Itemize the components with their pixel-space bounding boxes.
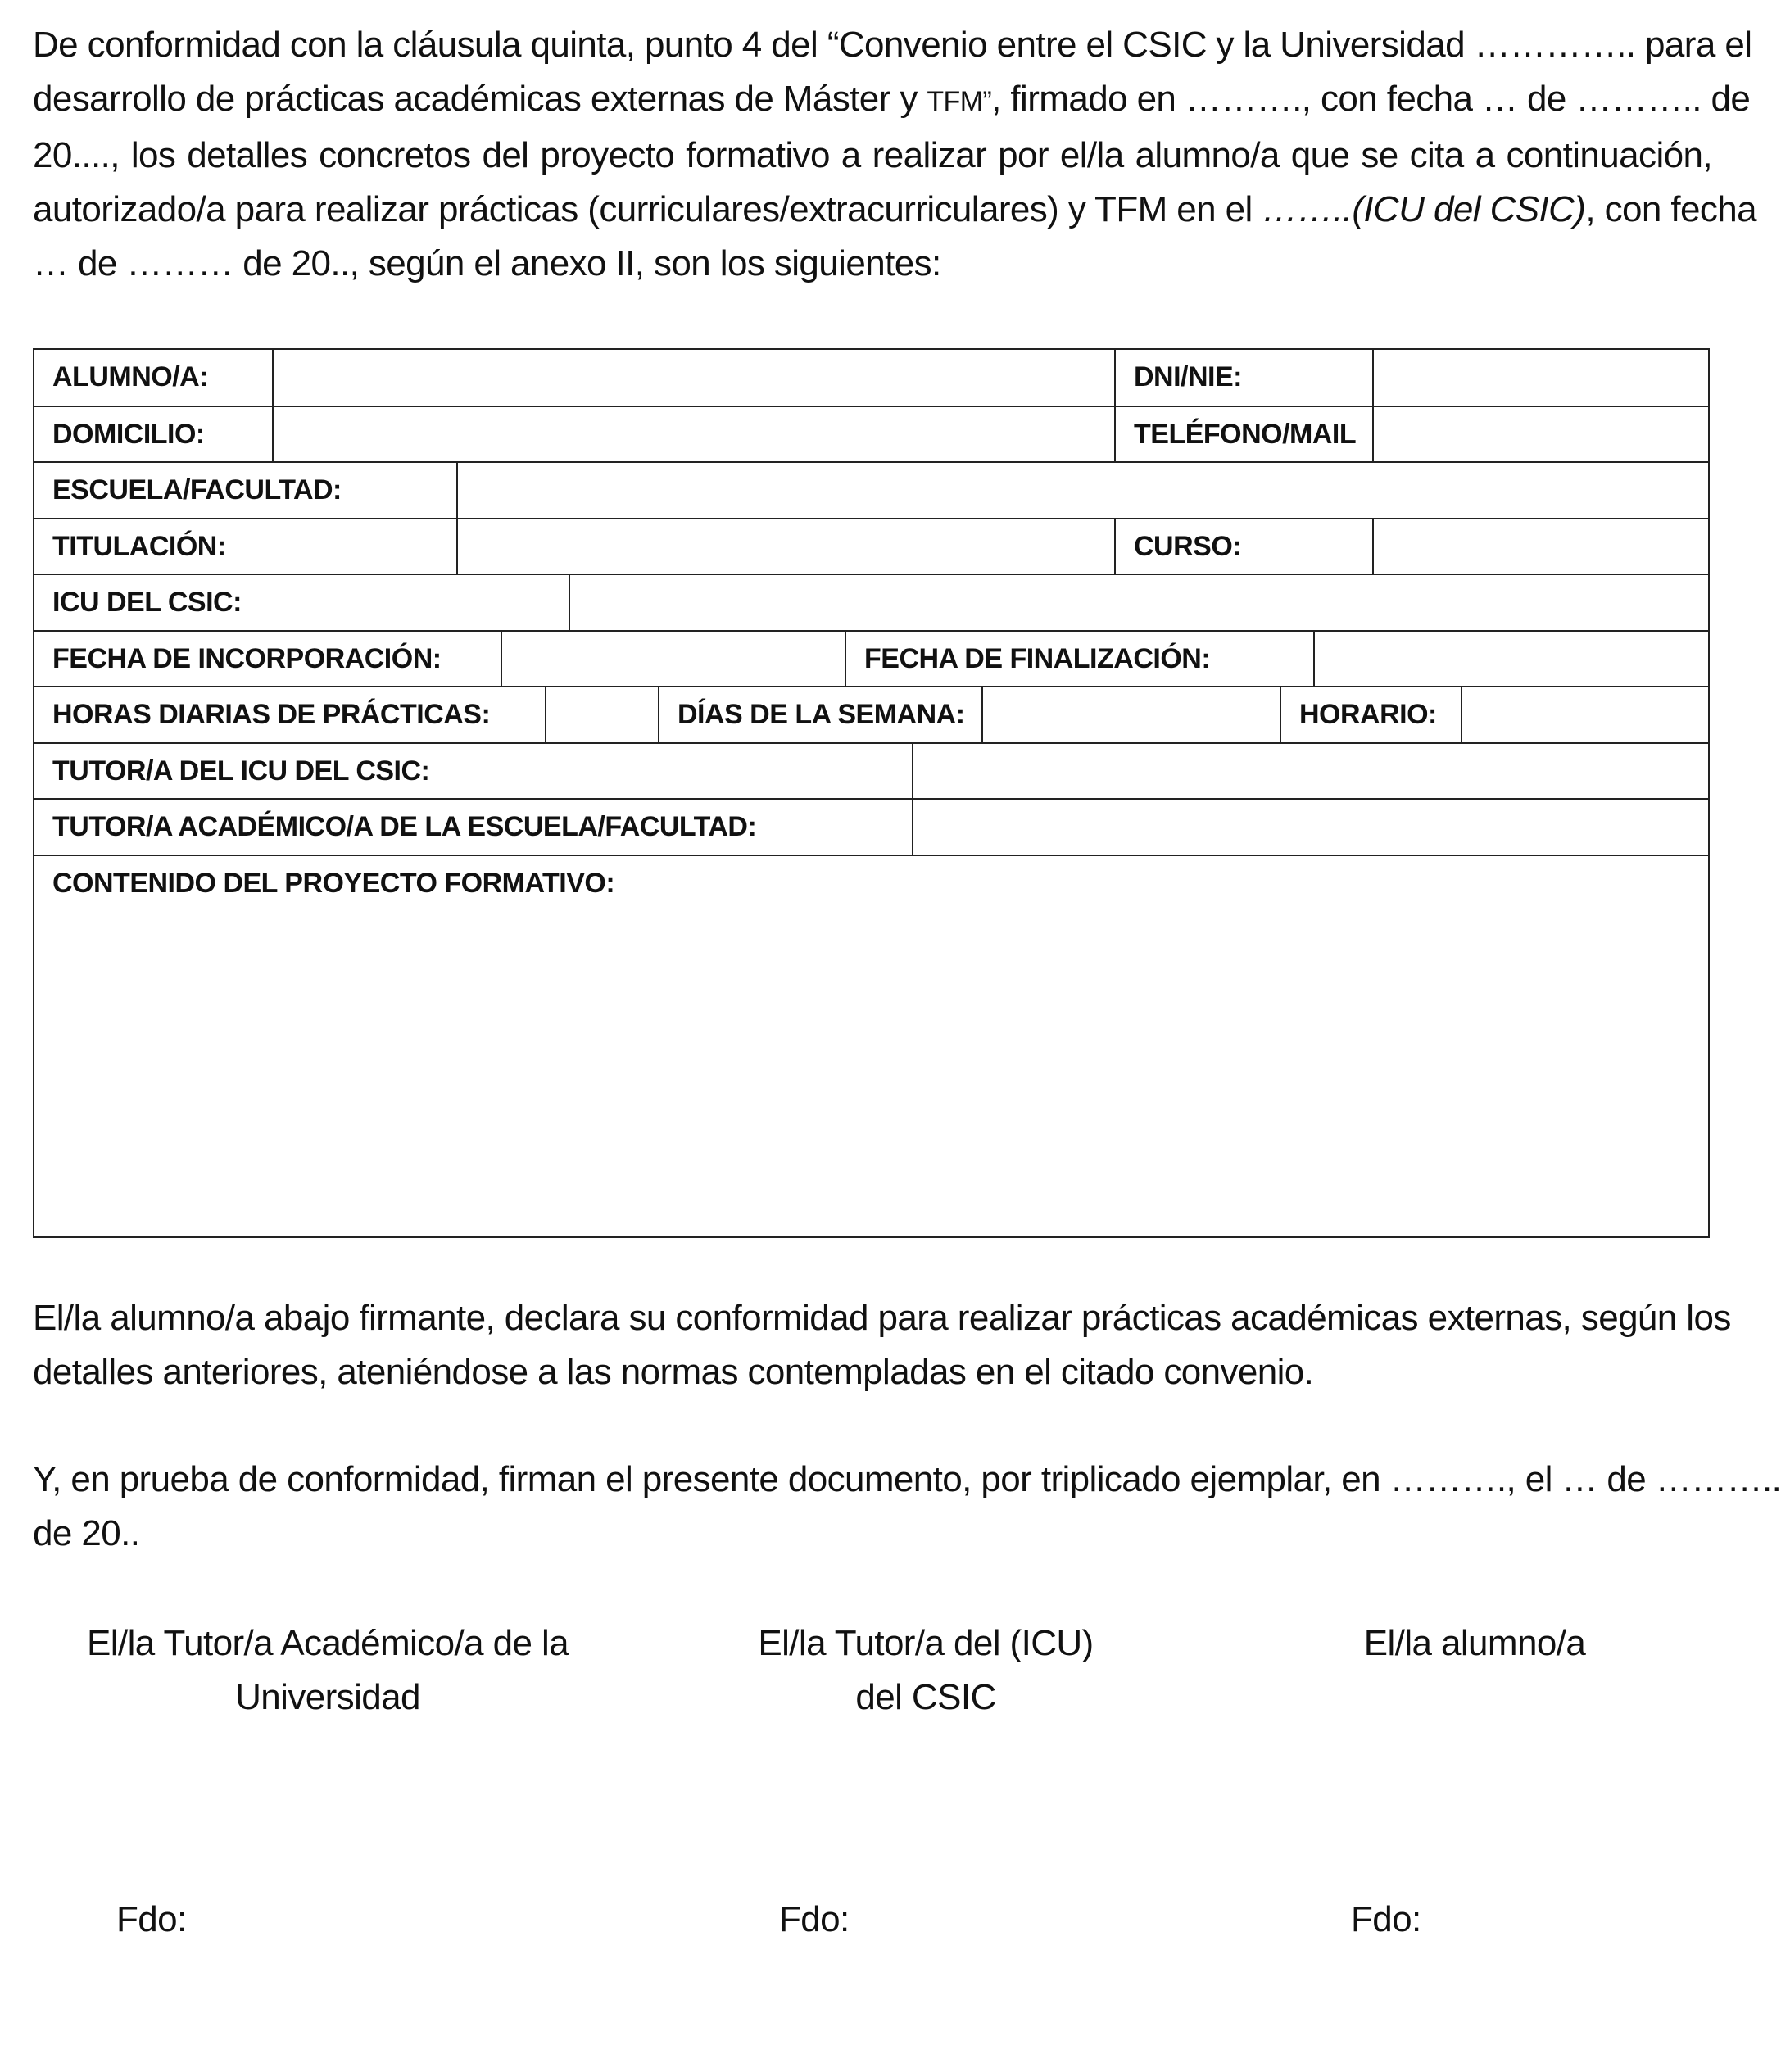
label-telefono: TELÉFONO/MAIL xyxy=(1134,419,1357,450)
signature-academic-tutor xyxy=(82,1616,573,1725)
training-project-form xyxy=(33,348,1710,1238)
label-cell-curso xyxy=(1116,519,1374,574)
row-domicilio xyxy=(34,407,1708,463)
declaration-line-2: detalles anteriores, ateniéndose a las normas contempladas en el citado convenio. xyxy=(33,1352,1314,1392)
field-horas-diarias[interactable] xyxy=(546,687,659,742)
label-horario: HORARIO: xyxy=(1299,699,1437,730)
label-cell-telefono xyxy=(1116,407,1374,461)
label-fecha-incorporacion: FECHA DE INCORPORACIÓN: xyxy=(52,643,442,674)
intro-line-2-tfm: TFM” xyxy=(927,86,992,117)
field-alumno[interactable] xyxy=(274,350,1116,406)
signature-student xyxy=(1311,1616,1638,1671)
field-contenido[interactable] xyxy=(34,856,1708,1236)
label-cell-escuela xyxy=(34,463,458,518)
intro-line-2-c: , firmado en ………., con fecha … de ……….. de xyxy=(991,79,1751,119)
row-fechas xyxy=(34,632,1708,687)
label-cell-alumno xyxy=(34,350,274,406)
row-alumno xyxy=(34,350,1708,407)
field-horario[interactable] xyxy=(1462,687,1708,742)
signature-academic-line-1: El/la Tutor/a Académico/a de la xyxy=(87,1623,569,1663)
proof-paragraph xyxy=(33,1453,1781,1561)
label-cell-fecha-fin xyxy=(846,632,1315,686)
intro-line-2 xyxy=(33,72,1751,129)
label-icu: ICU DEL CSIC: xyxy=(52,587,242,618)
label-cell-tutor-academico xyxy=(34,800,913,855)
label-cell-titulacion xyxy=(34,519,458,574)
intro-line-5: … de ……… de 20.., según el anexo II, son los siguientes: xyxy=(33,243,941,283)
declaration-line-1: El/la alumno/a abajo firmante, declara su conformidad para realizar prácticas académicas externas, según los xyxy=(33,1298,1731,1338)
row-tutor-icu xyxy=(34,744,1708,800)
label-horas-diarias: HORAS DIARIAS DE PRÁCTICAS: xyxy=(52,699,491,730)
proof-line-1: Y, en prueba de conformidad, firman el presente documento, por triplicado ejemplar, en ………., el … de ……….. xyxy=(33,1459,1781,1499)
field-titulacion[interactable] xyxy=(458,519,1116,574)
field-fecha-incorporacion[interactable] xyxy=(502,632,846,686)
label-curso: CURSO: xyxy=(1134,531,1242,562)
row-titulacion xyxy=(34,519,1708,575)
field-dias-semana[interactable] xyxy=(983,687,1281,742)
field-tutor-icu[interactable] xyxy=(913,744,1708,798)
label-cell-horario xyxy=(1281,687,1462,742)
label-contenido: CONTENIDO DEL PROYECTO FORMATIVO: xyxy=(52,868,615,899)
field-dni[interactable] xyxy=(1374,350,1708,406)
fdo-student: Fdo: xyxy=(1351,1899,1421,1939)
label-fecha-finalizacion: FECHA DE FINALIZACIÓN: xyxy=(864,643,1211,674)
signature-student-label: El/la alumno/a xyxy=(1363,1623,1586,1663)
declaration-paragraph xyxy=(33,1291,1731,1399)
intro-line-1: De conformidad con la cláusula quinta, punto 4 del “Convenio entre el CSIC y la Universidad ………….. para el xyxy=(33,25,1752,65)
intro-line-3: 20...., los detalles concretos del proyecto formativo a realizar por el/la alumno/a que se cita a continuación, xyxy=(33,135,1712,175)
field-telefono[interactable] xyxy=(1374,407,1708,461)
label-cell-domicilio xyxy=(34,407,274,461)
label-titulacion: TITULACIÓN: xyxy=(52,531,226,562)
field-tutor-academico[interactable] xyxy=(913,800,1708,855)
field-icu[interactable] xyxy=(570,575,1708,630)
intro-line-4-c: , con fecha xyxy=(1585,189,1757,229)
label-tutor-academico: TUTOR/A ACADÉMICO/A DE LA ESCUELA/FACULTAD: xyxy=(52,811,757,842)
label-dni: DNI/NIE: xyxy=(1134,361,1242,392)
row-escuela xyxy=(34,463,1708,519)
signature-icu-tutor xyxy=(737,1616,1114,1725)
label-cell-horas xyxy=(34,687,546,742)
field-domicilio[interactable] xyxy=(274,407,1116,461)
label-alumno: ALUMNO/A: xyxy=(52,361,209,392)
proof-line-2: de 20.. xyxy=(33,1513,140,1553)
fdo-icu: Fdo: xyxy=(779,1899,850,1939)
signature-academic-line-2: Universidad xyxy=(235,1677,420,1717)
label-dias-semana: DÍAS DE LA SEMANA: xyxy=(678,699,965,730)
field-fecha-finalizacion[interactable] xyxy=(1315,632,1708,686)
field-escuela[interactable] xyxy=(458,463,1708,518)
intro-line-4-a: autorizado/a para realizar prácticas (curriculares/extracurriculares) y TFM en el xyxy=(33,189,1262,229)
signature-icu-line-1: El/la Tutor/a del (ICU) xyxy=(758,1623,1094,1663)
label-cell-dni xyxy=(1116,350,1374,406)
signature-icu-line-2: del CSIC xyxy=(855,1677,996,1717)
label-cell-icu xyxy=(34,575,570,630)
intro-line-4 xyxy=(33,183,1757,237)
intro-line-2-a: desarrollo de prácticas académicas externas de Máster y xyxy=(33,79,927,119)
row-tutor-academico xyxy=(34,800,1708,856)
fdo-academic: Fdo: xyxy=(116,1899,187,1939)
label-cell-fecha-inc xyxy=(34,632,502,686)
row-horas xyxy=(34,687,1708,744)
label-cell-tutor-icu xyxy=(34,744,913,798)
label-cell-dias xyxy=(659,687,983,742)
label-domicilio: DOMICILIO: xyxy=(52,419,205,450)
field-curso[interactable] xyxy=(1374,519,1708,574)
intro-paragraph xyxy=(33,18,1757,291)
row-icu xyxy=(34,575,1708,632)
label-escuela: ESCUELA/FACULTAD: xyxy=(52,474,342,506)
label-tutor-icu: TUTOR/A DEL ICU DEL CSIC: xyxy=(52,755,430,787)
intro-line-4-icu: ……..(ICU del CSIC) xyxy=(1262,189,1586,229)
